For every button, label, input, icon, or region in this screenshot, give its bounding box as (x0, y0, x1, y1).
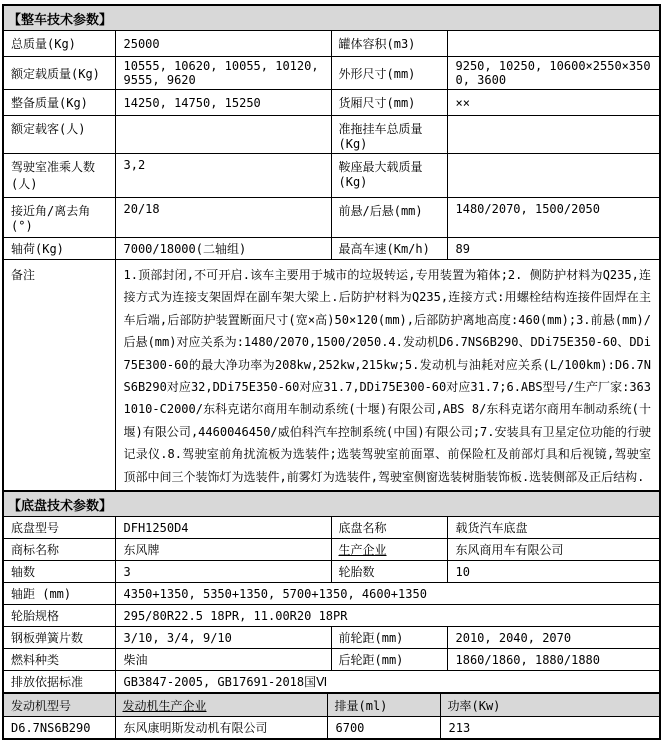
label-tank-volume: 罐体容积(m3) (331, 31, 447, 57)
chassis-params-table (2, 490, 661, 694)
value-overall-dimensions: 9250, 10250, 10600×2550×3500, 3600 (447, 57, 660, 90)
value-power: 213 (440, 717, 660, 740)
remark-row (3, 260, 660, 492)
table-row (3, 671, 660, 694)
value-total-mass: 25000 (115, 31, 331, 57)
value-saddle-max-load (447, 154, 660, 198)
table-row (3, 539, 660, 561)
value-rear-track: 1860/1860, 1880/1880 (447, 649, 660, 671)
label-curb-mass: 整备质量(Kg) (3, 90, 115, 116)
remark-text: 1.顶部封闭,不可开启.该车主要用于城市的垃圾转运,专用装置为箱体;2. 侧防护材料为Q235,连接方式为连接支架固焊在副车架大梁上.后防护材料为Q235,连接方式:用螺栓结构连接件固焊在主车后端,后部防护装置断面尺寸(宽×高)50×120(mm),后部防护离地高度:460(mm);3.前悬(mm)/后悬(mm)对应关系为:1480/2070,1500/2050.4.发动机D6.7NS6B290、DDi75E350-60、DDi75E300-60的最大净功率为208kw,252kw,215kw;5.发动机与油耗对应关系(L/100km):D6.7NS6B290对应32,DDi75E350-60对应31.7,DDi75E300-60对应31.7;6.ABS型号/生产厂家:3631010-C2000/东科克诺尔商用车制动系统(十堰)有限公司,ABS 8/东科克诺尔商用车制动系统(十堰)有限公司,4460046450/威伯科汽车控制系统(中国)有限公司;7.安装具有卫星定位功能的行驶记录仪.8.驾驶室前角扰流板为选装件;选装驾驶室前面罩、前保险杠及前部灯具和后视镜,驾驶室顶部中间三个装饰灯为选装件,前雾灯为选装件,驾驶室侧窗选装树脂装饰板.选装侧部及正后结构. (115, 260, 660, 492)
value-chassis-model: DFH1250D4 (115, 517, 331, 539)
table-row (3, 627, 660, 649)
value-rated-load: 10555, 10620, 10055, 10120, 9555, 9620 (115, 57, 331, 90)
value-trailer-total-mass (447, 116, 660, 154)
label-chassis-name: 底盘名称 (331, 517, 447, 539)
label-wheelbase: 轴距 (mm) (3, 583, 115, 605)
chassis-manufacturer-link[interactable]: 生产企业 (338, 543, 387, 558)
label-cargo-box-dimensions: 货厢尺寸(mm) (331, 90, 447, 116)
label-tire-spec: 轮胎规格 (3, 605, 115, 627)
value-max-speed: 89 (447, 238, 660, 260)
value-approach-departure-angle: 20/18 (115, 198, 331, 238)
label-brand-name: 商标名称 (3, 539, 115, 561)
table-row (3, 561, 660, 583)
value-engine-manufacturer: 东风康明斯发动机有限公司 (115, 717, 327, 740)
value-brand-name: 东风牌 (115, 539, 331, 561)
label-front-rear-overhang: 前悬/后悬(mm) (331, 198, 447, 238)
chassis-section-header-row (3, 491, 660, 517)
table-row (3, 583, 660, 605)
table-row (3, 31, 660, 57)
label-rated-passengers: 额定载客(人) (3, 116, 115, 154)
table-row (3, 238, 660, 260)
table-row (3, 649, 660, 671)
table-row (3, 116, 660, 154)
label-axle-count: 轴数 (3, 561, 115, 583)
value-fuel-type: 柴油 (115, 649, 331, 671)
label-axle-load: 轴荷(Kg) (3, 238, 115, 260)
value-cab-seating: 3,2 (115, 154, 331, 198)
value-tank-volume (447, 31, 660, 57)
value-axle-count: 3 (115, 561, 331, 583)
label-total-mass: 总质量(Kg) (3, 31, 115, 57)
label-rated-load: 额定载质量(Kg) (3, 57, 115, 90)
value-rated-passengers (115, 116, 331, 154)
label-emission-standard: 排放依据标准 (3, 671, 115, 694)
label-approach-departure-angle: 接近角/离去角 (°) (3, 198, 115, 238)
label-trailer-total-mass: 准拖挂车总质量 (Kg) (331, 116, 447, 154)
table-row (3, 57, 660, 90)
label-tire-count: 轮胎数 (331, 561, 447, 583)
value-front-track: 2010, 2040, 2070 (447, 627, 660, 649)
value-front-rear-overhang: 1480/2070, 1500/2050 (447, 198, 660, 238)
table-row (3, 198, 660, 238)
label-max-speed: 最高车速(Km/h) (331, 238, 447, 260)
header-displacement: 排量(ml) (327, 693, 440, 717)
label-remark: 备注 (3, 260, 115, 492)
value-engine-model: D6.7NS6B290 (3, 717, 115, 740)
label-fuel-type: 燃料种类 (3, 649, 115, 671)
table-row (3, 517, 660, 539)
vehicle-section-header-row (3, 5, 660, 31)
engine-data-row (3, 717, 660, 740)
table-row (3, 154, 660, 198)
value-curb-mass: 14250, 14750, 15250 (115, 90, 331, 116)
table-row (3, 605, 660, 627)
value-emission-standard: GB3847-2005, GB17691-2018国Ⅵ (115, 671, 660, 694)
label-rear-track: 后轮距(mm) (331, 649, 447, 671)
value-cargo-box-dimensions: ×× (447, 90, 660, 116)
label-cab-seating: 驾驶室准乘人数 (人) (3, 154, 115, 198)
value-axle-load: 7000/18000(二轴组) (115, 238, 331, 260)
label-leaf-spring-count: 钢板弹簧片数 (3, 627, 115, 649)
value-chassis-manufacturer: 东风商用车有限公司 (447, 539, 660, 561)
value-tire-count: 10 (447, 561, 660, 583)
header-power: 功率(Kw) (440, 693, 660, 717)
chassis-section-title: 【底盘技术参数】 (3, 491, 660, 517)
engine-table (2, 692, 661, 740)
vehicle-params-table (2, 4, 661, 492)
value-wheelbase: 4350+1350, 5350+1350, 5700+1350, 4600+1350 (115, 583, 660, 605)
label-overall-dimensions: 外形尺寸(mm) (331, 57, 447, 90)
engine-manufacturer-link[interactable]: 发动机生产企业 (122, 698, 207, 713)
label-chassis-model: 底盘型号 (3, 517, 115, 539)
value-displacement: 6700 (327, 717, 440, 740)
table-row (3, 90, 660, 116)
label-saddle-max-load: 鞍座最大载质量 (Kg) (331, 154, 447, 198)
label-front-track: 前轮距(mm) (331, 627, 447, 649)
value-tire-spec: 295/80R22.5 18PR, 11.00R20 18PR (115, 605, 660, 627)
value-chassis-name: 载货汽车底盘 (447, 517, 660, 539)
engine-header-row (3, 693, 660, 717)
header-engine-model: 发动机型号 (3, 693, 115, 717)
vehicle-section-title: 【整车技术参数】 (3, 5, 660, 31)
value-leaf-spring-count: 3/10, 3/4, 9/10 (115, 627, 331, 649)
